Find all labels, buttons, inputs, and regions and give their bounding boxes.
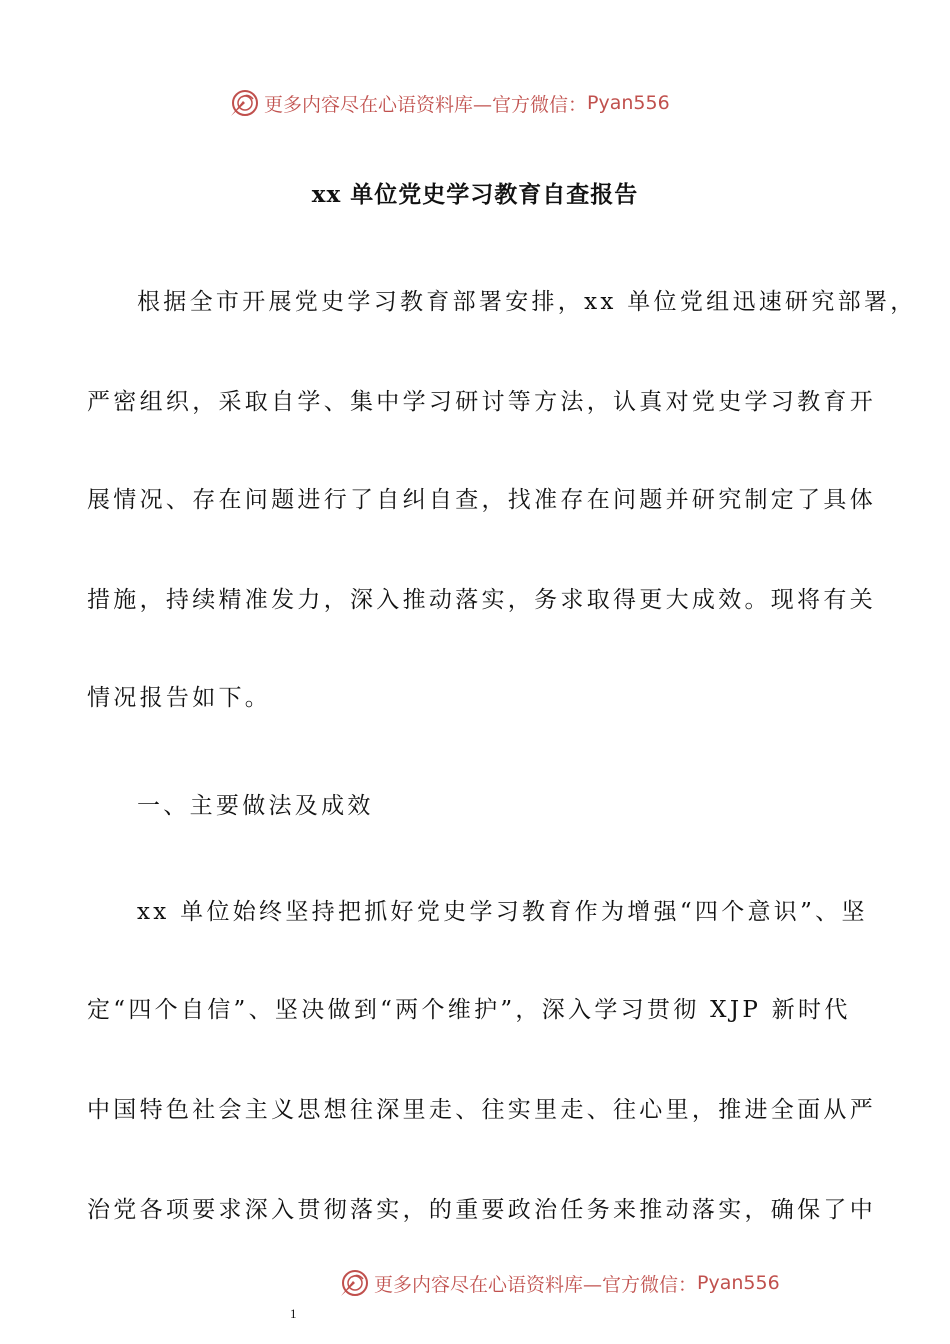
watermark-contact: Pyan556 [587,92,670,114]
paragraph-line: 措施，持续精准发力，深入推动落实，务求取得更大成效。现将有关 [87,587,876,613]
watermark-logo-icon [338,1267,370,1299]
paragraph-line: 中国特色社会主义思想往深里走、往实里走、往心里，推进全面从严 [87,1097,876,1123]
watermark-header [228,86,670,120]
section-heading: 一、主要做法及成效 [137,793,374,819]
watermark-logo-icon [228,87,260,119]
paragraph-line: 根据全市开展党史学习教育部署安排，xx 单位党组迅速研究部署， [137,289,917,315]
paragraph-line: 展情况、存在问题进行了自纠自查，找准存在问题并研究制定了具体 [87,487,876,513]
paragraph-line: 严密组织，采取自学、集中学习研讨等方法，认真对党史学习教育开 [87,389,876,415]
page-number: 1 [290,1306,297,1321]
paragraph-line: 治党各项要求深入贯彻落实，的重要政治任务来推动落实，确保了中 [87,1197,876,1223]
watermark-text: 更多内容尽在心语资料库—官方微信： [264,93,588,116]
paragraph-line: 定“四个自信”、坚决做到“两个维护”，深入学习贯彻 XJP 新时代 [87,997,851,1023]
watermark-footer [338,1266,780,1300]
document-title: xx 单位党史学习教育自查报告 [311,181,639,208]
paragraph-line: 情况报告如下。 [87,685,272,711]
watermark-text: 更多内容尽在心语资料库—官方微信： [374,1273,698,1296]
watermark-contact: Pyan556 [697,1272,780,1294]
paragraph-line: xx 单位始终坚持把抓好党史学习教育作为增强“四个意识”、坚 [137,899,868,925]
